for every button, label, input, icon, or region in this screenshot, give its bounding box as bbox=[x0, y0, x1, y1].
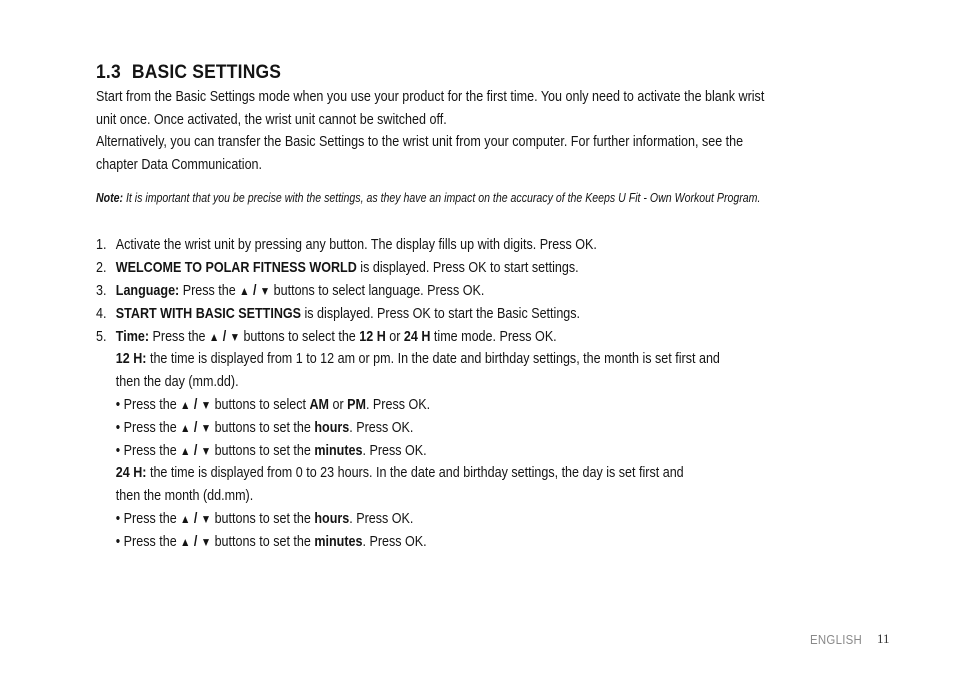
up-arrow-icon: ▲ bbox=[180, 534, 191, 549]
step-text: Press the bbox=[149, 328, 210, 345]
slash-text: / bbox=[249, 282, 260, 299]
bullet-item bbox=[96, 508, 904, 531]
step-number: 1. bbox=[96, 237, 107, 254]
section-number: 1.3 bbox=[96, 62, 121, 83]
bullet-icon: • bbox=[115, 510, 124, 527]
step-text: buttons to select the bbox=[239, 328, 360, 345]
display-message: WELCOME TO POLAR FITNESS WORLD bbox=[115, 260, 357, 277]
intro-paragraph bbox=[96, 86, 896, 176]
keyword: minutes bbox=[314, 533, 363, 550]
step-2 bbox=[96, 257, 904, 280]
section-title: BASIC SETTINGS bbox=[131, 62, 282, 83]
bullet-text: Press the bbox=[123, 442, 181, 459]
down-arrow-icon: ▼ bbox=[200, 534, 212, 549]
bullet-text: Press the bbox=[123, 510, 181, 527]
down-arrow-icon: ▼ bbox=[200, 397, 212, 412]
bullet-text: buttons to set the bbox=[211, 442, 315, 459]
mode-12-description bbox=[96, 348, 904, 371]
bullet-item bbox=[96, 417, 904, 440]
keyword: minutes bbox=[314, 442, 363, 459]
up-arrow-icon: ▲ bbox=[180, 420, 191, 435]
bullet-text: . Press OK. bbox=[362, 533, 427, 550]
step-text: Press the bbox=[179, 282, 240, 299]
up-arrow-icon: ▲ bbox=[239, 283, 250, 298]
keyword: AM bbox=[309, 396, 329, 413]
keyword: hours bbox=[314, 419, 350, 436]
time-mode-24: 24 H bbox=[403, 328, 431, 345]
step-label: Language: bbox=[115, 282, 180, 299]
intro-line: chapter Data Communication. bbox=[96, 156, 263, 173]
mode-text: the time is displayed from 0 to 23 hours. In the date and birthday settings, the day is set first and bbox=[146, 465, 684, 482]
time-mode-12: 12 H bbox=[359, 328, 386, 345]
slash-text: / bbox=[190, 419, 201, 436]
intro-line: Alternatively, you can transfer the Basic Settings to the wrist unit from your computer. For further information, see the bbox=[96, 134, 744, 151]
intro-line: Start from the Basic Settings mode when you use your product for the first time. You only need to activate the blank wrist bbox=[96, 89, 765, 105]
step-label: Time: bbox=[115, 328, 150, 345]
note bbox=[96, 190, 902, 206]
step-5 bbox=[96, 326, 904, 349]
note-text: It is important that you be precise with the settings, as they have an impact on the accuracy of the Keeps U Fit - Own Workout Program. bbox=[123, 191, 761, 206]
up-arrow-icon: ▲ bbox=[180, 443, 191, 458]
slash-text: / bbox=[190, 533, 201, 550]
slash-text: / bbox=[190, 442, 201, 459]
down-arrow-icon: ▼ bbox=[229, 329, 240, 344]
keyword: PM bbox=[347, 396, 366, 413]
step-text: or bbox=[385, 328, 404, 345]
mode-label: 24 H: bbox=[115, 465, 147, 482]
bullet-text: Press the bbox=[123, 419, 181, 436]
up-arrow-icon: ▲ bbox=[180, 511, 191, 526]
down-arrow-icon: ▼ bbox=[259, 283, 271, 298]
slash-text: / bbox=[190, 510, 201, 527]
steps-list bbox=[96, 234, 904, 553]
step-3 bbox=[96, 280, 904, 303]
bullet-text: buttons to set the bbox=[211, 419, 315, 436]
mode-24-description bbox=[96, 462, 904, 485]
down-arrow-icon: ▼ bbox=[200, 443, 212, 458]
bullet-icon: • bbox=[115, 533, 124, 550]
down-arrow-icon: ▼ bbox=[200, 511, 212, 526]
bullet-text: Press the bbox=[123, 396, 181, 413]
step-number: 5. bbox=[96, 328, 107, 345]
mode-text: the time is displayed from 1 to 12 am or pm. In the date and birthday settings, the month is set first and bbox=[146, 351, 720, 368]
step-number: 2. bbox=[96, 260, 107, 277]
page-number: 11 bbox=[877, 631, 890, 646]
display-message: START WITH BASIC SETTINGS bbox=[115, 305, 302, 322]
down-arrow-icon: ▼ bbox=[200, 420, 212, 435]
bullet-item bbox=[96, 440, 904, 463]
bullet-icon: • bbox=[115, 396, 124, 413]
slash-text: / bbox=[190, 396, 201, 413]
bullet-text: . Press OK. bbox=[349, 510, 414, 527]
step-text: is displayed. Press OK to start settings. bbox=[356, 260, 579, 277]
bullet-item bbox=[96, 394, 904, 417]
footer-language: ENGLISH bbox=[810, 632, 863, 647]
step-4 bbox=[96, 303, 904, 326]
step-number: 4. bbox=[96, 305, 107, 322]
step-number: 3. bbox=[96, 282, 107, 299]
step-text: Activate the wrist unit by pressing any button. The display fills up with digits. Press OK. bbox=[115, 237, 597, 254]
mode-label: 12 H: bbox=[115, 351, 147, 368]
bullet-text: . Press OK. bbox=[365, 396, 431, 413]
bullet-text: buttons to set the bbox=[211, 510, 315, 527]
bullet-text: . Press OK. bbox=[349, 419, 414, 436]
mode-text: then the day (mm.dd). bbox=[115, 374, 239, 391]
bullet-icon: • bbox=[115, 419, 124, 436]
bullet-text: buttons to set the bbox=[211, 533, 315, 550]
mode-12-description-cont bbox=[96, 371, 904, 394]
bullet-item bbox=[96, 531, 904, 554]
bullet-text: Press the bbox=[123, 533, 181, 550]
manual-page bbox=[96, 60, 896, 554]
slash-text: / bbox=[219, 328, 230, 345]
bullet-text: or bbox=[328, 396, 348, 413]
mode-text: then the month (dd.mm). bbox=[115, 488, 254, 505]
up-arrow-icon: ▲ bbox=[209, 329, 220, 344]
keyword: hours bbox=[314, 510, 350, 527]
section-heading bbox=[96, 60, 832, 86]
mode-24-description-cont bbox=[96, 485, 904, 508]
bullet-text: . Press OK. bbox=[362, 442, 427, 459]
bullet-icon: • bbox=[115, 442, 124, 459]
up-arrow-icon: ▲ bbox=[180, 397, 191, 412]
bullet-text: buttons to select bbox=[211, 396, 310, 413]
step-1 bbox=[96, 234, 904, 257]
step-text: is displayed. Press OK to start the Basic Settings. bbox=[301, 305, 581, 322]
step-text: time mode. Press OK. bbox=[430, 328, 557, 345]
note-label: Note: bbox=[96, 191, 124, 206]
step-text: buttons to select language. Press OK. bbox=[270, 282, 485, 299]
intro-line: unit once. Once activated, the wrist unit cannot be switched off. bbox=[96, 111, 447, 128]
